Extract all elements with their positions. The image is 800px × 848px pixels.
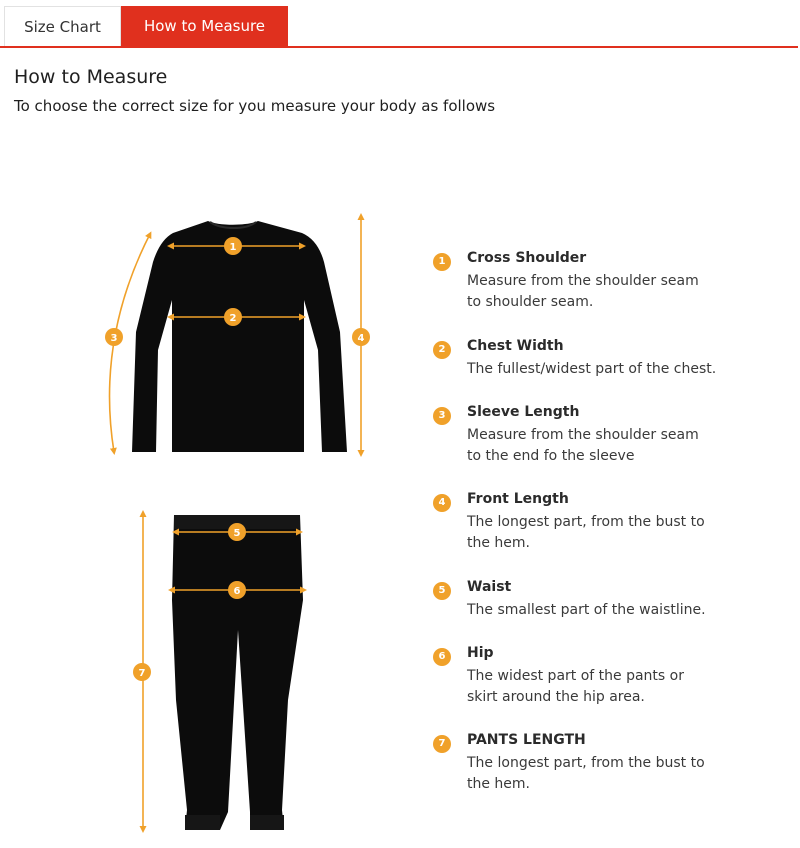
tab-how-to-measure[interactable]: How to Measure — [121, 6, 288, 46]
legend-item-title: PANTS LENGTH — [467, 732, 586, 748]
legend-item-title: Sleeve Length — [467, 404, 580, 420]
page-title: How to Measure — [14, 66, 168, 88]
pants-cuff-left — [185, 815, 220, 830]
marker-3 — [105, 328, 123, 346]
legend-item-title: Chest Width — [467, 338, 564, 354]
legend-item-desc: Measure from the shoulder seam to the end fo the sleeve — [467, 427, 699, 464]
legend-number-badge: 6 — [433, 648, 451, 666]
legend-item-desc: The smallest part of the waistline. — [467, 602, 706, 618]
legend-number-badge: 3 — [433, 407, 451, 425]
marker-4 — [352, 328, 370, 346]
legend-item-desc: The longest part, from the bust to the hem. — [467, 755, 705, 792]
svg-text:5: 5 — [233, 528, 241, 539]
svg-text:3: 3 — [110, 333, 118, 344]
page-subtitle: To choose the correct size for you measure your body as follows — [14, 97, 496, 115]
marker-7 — [133, 663, 151, 681]
legend-item-desc: The fullest/widest part of the chest. — [467, 361, 717, 377]
marker-6 — [228, 581, 246, 599]
legend-item-title: Cross Shoulder — [467, 250, 587, 266]
svg-text:2: 2 — [229, 313, 237, 324]
sweater-shape — [132, 221, 347, 452]
svg-text:4: 4 — [357, 333, 365, 344]
legend-number-badge: 2 — [433, 341, 451, 359]
legend-item-desc: The widest part of the pants or skirt around the hip area. — [467, 668, 684, 705]
marker-2 — [224, 308, 242, 326]
pants-shape — [172, 515, 303, 830]
legend-number-badge: 4 — [433, 494, 451, 512]
marker-1 — [224, 237, 242, 255]
legend-item-desc: The longest part, from the bust to the hem. — [467, 514, 705, 551]
pants-cuff-right — [250, 815, 284, 830]
legend-item-title: Waist — [467, 579, 512, 595]
marker-5 — [228, 523, 246, 541]
svg-text:6: 6 — [233, 586, 241, 597]
legend-number-badge: 5 — [433, 582, 451, 600]
svg-text:1: 1 — [229, 242, 237, 253]
legend-number-badge: 7 — [433, 735, 451, 753]
legend-item-title: Hip — [467, 645, 494, 661]
tab-size-chart[interactable]: Size Chart — [4, 6, 121, 46]
legend-number-badge: 1 — [433, 253, 451, 271]
svg-text:7: 7 — [138, 668, 146, 679]
legend-item-desc: Measure from the shoulder seam to shoulder seam. — [467, 273, 699, 310]
legend-item-title: Front Length — [467, 491, 569, 507]
